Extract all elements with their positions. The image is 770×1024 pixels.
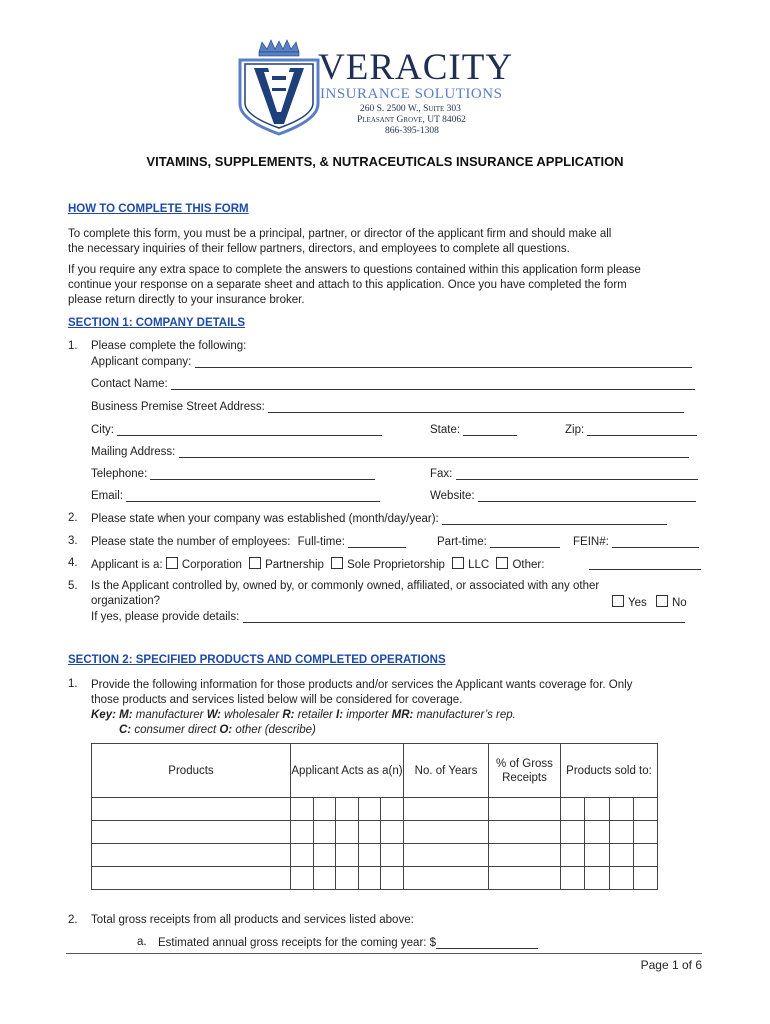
table-row[interactable]: [92, 844, 658, 867]
s2-q2-number: 2.: [68, 914, 78, 926]
website-row: [430, 489, 696, 502]
applicant-company-label: Applicant company:: [91, 356, 192, 368]
applicant-company-field[interactable]: [195, 355, 692, 368]
key-r-text: retailer: [294, 709, 337, 721]
q2-text: Please state when your company was established (month/day/year):: [91, 513, 439, 525]
s2-q1-number: 1.: [68, 678, 78, 690]
s2-q2a-number: a.: [137, 936, 147, 948]
s2-q1-line1: Provide the following information for those products and/or services the Applicant wants coverage for. Only: [91, 679, 633, 691]
howto-p2-l3: please return directly to your insurance broker.: [68, 294, 305, 306]
other-label: Other:: [512, 559, 545, 571]
table-cell[interactable]: [404, 821, 489, 844]
brand-address-2: Pleasant Grove, UT 84062: [357, 115, 466, 125]
q4-text: Applicant is a:: [91, 559, 163, 571]
telephone-field[interactable]: [150, 467, 375, 480]
table-cell[interactable]: [92, 867, 291, 890]
corporation-label: Corporation: [181, 559, 242, 571]
table-cell[interactable]: [92, 798, 291, 821]
state-field[interactable]: [463, 423, 517, 436]
table-header-row: [92, 744, 658, 798]
s2-q1-line2: those products and services listed below will be considered for coverage.: [91, 694, 463, 706]
city-field[interactable]: [117, 423, 382, 436]
sole-proprietorship-label: Sole Proprietorship: [347, 559, 445, 571]
table-cell[interactable]: [561, 821, 585, 844]
parttime-row: [437, 535, 560, 548]
telephone-label: Telephone:: [91, 468, 148, 480]
table-cell[interactable]: [404, 844, 489, 867]
zip-label: Zip:: [565, 424, 585, 436]
key-c-text: consumer direct: [131, 724, 220, 736]
header-products: Products: [92, 744, 291, 798]
header-years: No. of Years: [404, 744, 489, 798]
table-cell[interactable]: [313, 867, 336, 890]
brand-address-1: 260 S. 2500 W., Suite 303: [360, 104, 461, 114]
yes-label: Yes: [628, 597, 647, 609]
key-o-text: other (describe): [232, 724, 316, 736]
key-label: Key:: [91, 709, 116, 721]
key-r: R:: [282, 709, 295, 721]
q5-line1: Is the Applicant controlled by, owned by, or commonly owned, affiliated, or associated with any other: [91, 580, 600, 592]
table-cell[interactable]: [561, 798, 585, 821]
brand-subtitle: INSURANCE SOLUTIONS: [320, 86, 503, 102]
howto-heading: HOW TO COMPLETE THIS FORM: [68, 203, 249, 215]
contact-name-row: [91, 377, 695, 390]
key-m: M:: [119, 709, 133, 721]
table-cell[interactable]: [291, 867, 314, 890]
s2-key-line1: [91, 708, 632, 723]
s2-q2a-row: [158, 936, 538, 949]
fax-label: Fax:: [430, 468, 453, 480]
table-cell[interactable]: [585, 798, 609, 821]
table-cell[interactable]: [404, 798, 489, 821]
zip-field[interactable]: [587, 423, 697, 436]
table-cell[interactable]: [633, 821, 657, 844]
q5-details-field[interactable]: [243, 610, 685, 623]
corporation-checkbox[interactable]: [166, 557, 178, 569]
table-cell[interactable]: [609, 821, 633, 844]
q5-details-label: If yes, please provide details:: [91, 611, 240, 623]
howto-p1-l1: To complete this form, you must be a principal, partner, or director of the applicant firm and should make all: [68, 228, 612, 240]
key-w-text: wholesaler: [220, 709, 283, 721]
table-cell[interactable]: [358, 867, 381, 890]
table-cell[interactable]: [489, 798, 561, 821]
brand-name: VERACITY: [318, 47, 514, 88]
s2-q2-text: Total gross receipts from all products and services listed above:: [91, 914, 414, 926]
table-cell[interactable]: [609, 844, 633, 867]
fein-row: [573, 535, 699, 548]
table-cell[interactable]: [358, 821, 381, 844]
table-cell[interactable]: [313, 821, 336, 844]
s2-q1-text: [91, 678, 632, 738]
howto-text: [68, 227, 611, 257]
table-cell[interactable]: [291, 798, 314, 821]
key-i: I:: [336, 709, 344, 721]
q4-row: [91, 557, 544, 571]
key-i-text: importer: [343, 709, 392, 721]
table-cell[interactable]: [381, 798, 404, 821]
yes-checkbox[interactable]: [612, 595, 624, 607]
section1-heading: SECTION 1: COMPANY DETAILS: [68, 317, 245, 329]
telephone-row: [91, 467, 375, 480]
table-cell[interactable]: [336, 844, 359, 867]
q5-details-row: [91, 610, 685, 623]
mailing-label: Mailing Address:: [91, 446, 176, 458]
fulltime-field[interactable]: [348, 535, 406, 548]
table-cell[interactable]: [609, 798, 633, 821]
street-row: [91, 400, 684, 413]
q5-number: 5.: [68, 580, 78, 592]
parttime-label: Part-time:: [437, 536, 487, 548]
table-cell[interactable]: [489, 821, 561, 844]
brand-phone: 866-395-1308: [385, 126, 439, 136]
howto-p2-l1: If you require any extra space to complete the answers to questions contained within this application form please: [68, 264, 641, 276]
table-cell[interactable]: [92, 844, 291, 867]
table-cell[interactable]: [92, 821, 291, 844]
table-cell[interactable]: [336, 867, 359, 890]
table-cell[interactable]: [358, 798, 381, 821]
q3-text: Please state the number of employees:: [91, 536, 291, 548]
fein-label: FEIN#:: [573, 536, 609, 548]
fulltime-label: Full-time:: [297, 536, 345, 548]
contact-name-field[interactable]: [171, 377, 695, 390]
street-field[interactable]: [268, 400, 684, 413]
mailing-field[interactable]: [179, 445, 689, 458]
table-cell[interactable]: [291, 821, 314, 844]
table-cell[interactable]: [291, 844, 314, 867]
table-cell[interactable]: [381, 821, 404, 844]
table-cell[interactable]: [609, 867, 633, 890]
table-cell[interactable]: [489, 867, 561, 890]
q3-row: [91, 535, 406, 548]
table-cell[interactable]: [633, 798, 657, 821]
applicant-company-row: [91, 355, 692, 368]
fax-field[interactable]: [456, 467, 698, 480]
key-mr-text: manufacturer’s rep.: [413, 709, 516, 721]
city-row: [91, 423, 382, 436]
s2-q2a-text: Estimated annual gross receipts for the coming year: $: [158, 937, 437, 949]
other-field[interactable]: [589, 557, 701, 570]
table-cell[interactable]: [336, 798, 359, 821]
parttime-field[interactable]: [490, 535, 560, 548]
howto-text-2: [68, 263, 641, 308]
q1-text: Please complete the following:: [91, 340, 247, 352]
no-label: No: [671, 597, 687, 609]
email-label: Email:: [91, 490, 123, 502]
q2-row: [91, 512, 667, 525]
table-cell[interactable]: [313, 798, 336, 821]
key-o: O:: [219, 724, 233, 736]
city-label: City:: [91, 424, 114, 436]
q3-number: 3.: [68, 535, 78, 547]
table-cell[interactable]: [585, 844, 609, 867]
table-cell[interactable]: [585, 867, 609, 890]
key-w: W:: [206, 709, 221, 721]
table-cell[interactable]: [404, 867, 489, 890]
sole-proprietorship-checkbox[interactable]: [331, 557, 343, 569]
state-row: [430, 423, 517, 436]
table-cell[interactable]: [561, 867, 585, 890]
table-cell[interactable]: [633, 867, 657, 890]
table-cell[interactable]: [381, 844, 404, 867]
header-acts-as: Applicant Acts as a(n): [291, 744, 404, 798]
company-logo: [234, 38, 324, 138]
other-checkbox[interactable]: [496, 557, 508, 569]
mailing-row: [91, 445, 689, 458]
partnership-checkbox[interactable]: [249, 557, 261, 569]
llc-label: LLC: [468, 559, 490, 571]
no-checkbox[interactable]: [656, 595, 668, 607]
table-cell[interactable]: [633, 844, 657, 867]
established-date-field[interactable]: [442, 512, 667, 525]
gross-receipts-field[interactable]: [436, 936, 538, 949]
header-sold-to: Products sold to:: [561, 744, 658, 798]
s2-key-line2: [91, 723, 632, 738]
key-m-text: manufacturer: [132, 709, 207, 721]
header-gross: % of Gross Receipts: [489, 744, 561, 798]
partnership-label: Partnership: [265, 559, 324, 571]
table-cell[interactable]: [358, 844, 381, 867]
page-number: Page 1 of 6: [640, 958, 702, 972]
section2-heading: SECTION 2: SPECIFIED PRODUCTS AND COMPLETED OPERATIONS: [68, 654, 446, 666]
table-cell[interactable]: [489, 844, 561, 867]
products-table: [91, 743, 658, 890]
street-label: Business Premise Street Address:: [91, 401, 265, 413]
table-cell[interactable]: [336, 821, 359, 844]
page-title: VITAMINS, SUPPLEMENTS, & NUTRACEUTICALS INSURANCE APPLICATION: [146, 154, 624, 169]
howto-p1-l2: the necessary inquiries of their fellow partners, directors, and employees to complete all questions.: [68, 243, 570, 255]
table-cell[interactable]: [585, 821, 609, 844]
key-c: C:: [119, 724, 132, 736]
table-cell[interactable]: [313, 844, 336, 867]
website-label: Website:: [430, 490, 475, 502]
zip-row: [565, 423, 697, 436]
state-label: State:: [430, 424, 461, 436]
key-mr: MR:: [391, 709, 414, 721]
email-row: [91, 489, 380, 502]
email-field[interactable]: [126, 489, 380, 502]
q4-number: 4.: [68, 557, 78, 569]
table-cell[interactable]: [561, 844, 585, 867]
table-cell[interactable]: [381, 867, 404, 890]
q2-number: 2.: [68, 512, 78, 524]
website-field[interactable]: [478, 489, 696, 502]
table-row[interactable]: [92, 821, 658, 844]
llc-checkbox[interactable]: [452, 557, 464, 569]
q5-line2: organization?: [91, 595, 161, 607]
table-row[interactable]: [92, 798, 658, 821]
q1-number: 1.: [68, 340, 78, 352]
fax-row: [430, 467, 698, 480]
contact-name-label: Contact Name:: [91, 378, 168, 390]
q5-options: [612, 595, 687, 609]
fein-field[interactable]: [612, 535, 699, 548]
howto-p2-l2: continue your response on a separate sheet and attach to this application. Once you have completed the form: [68, 279, 627, 291]
table-row[interactable]: [92, 867, 658, 890]
footer-rule: [66, 953, 702, 954]
